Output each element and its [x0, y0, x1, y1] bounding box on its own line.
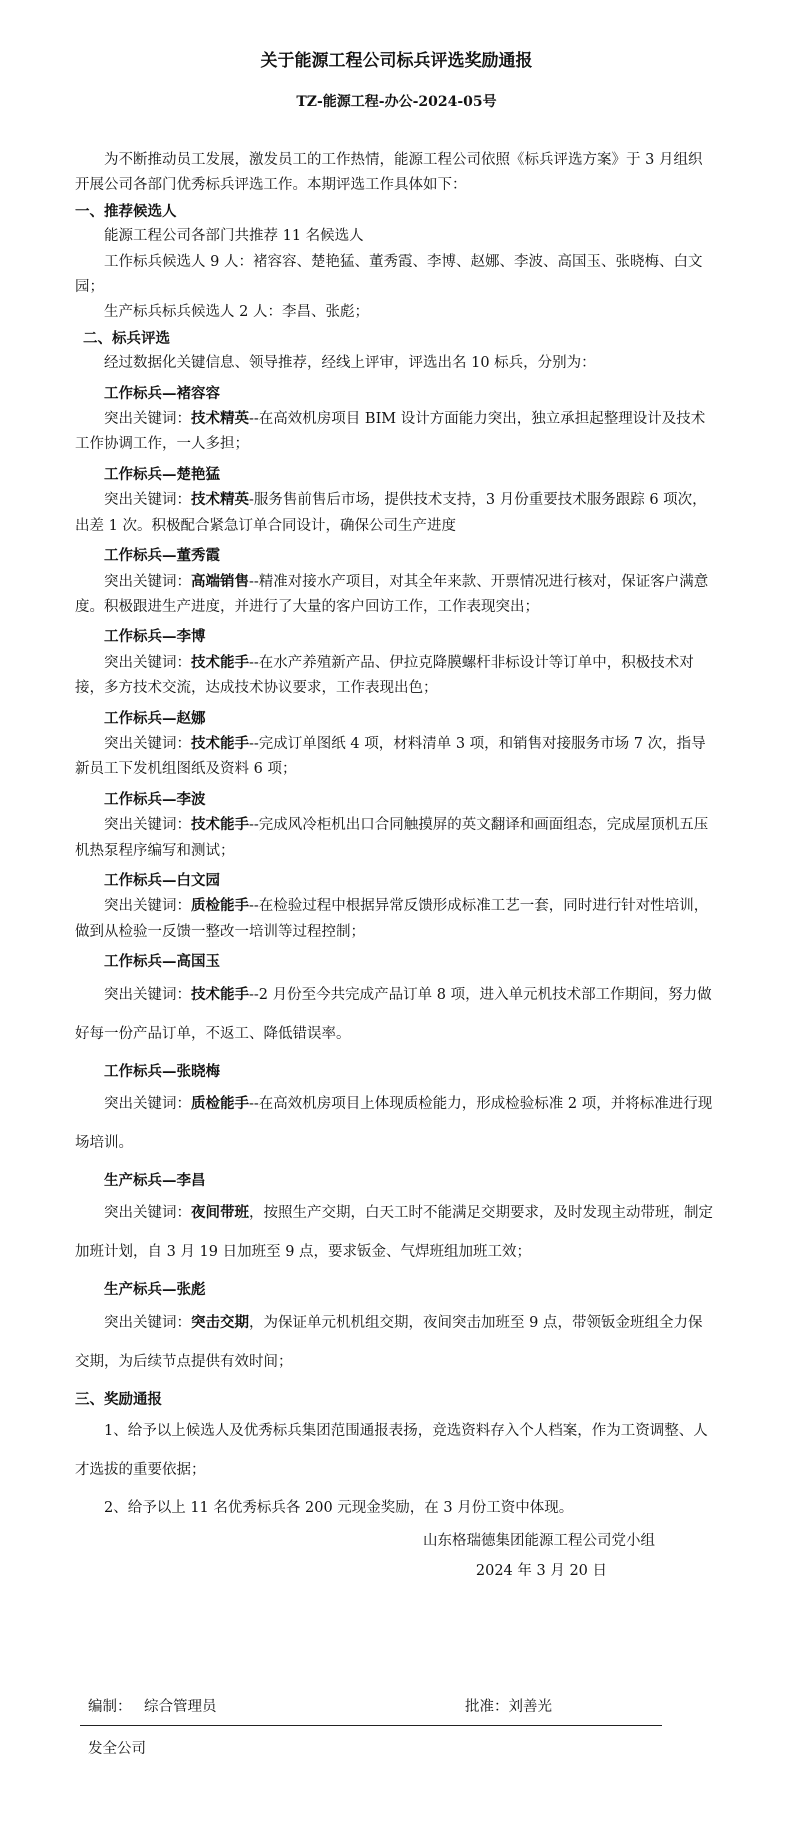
- approver-label: 批准：: [465, 1699, 509, 1715]
- award-text: --精准对接水产项目，对其全年来款、开票情况进行核对，保证客户满意度。积极跟进生产进度，并进行了大量的客户回访工作，工作表现突出；: [75, 573, 709, 615]
- keyword-prefix: 突出关键词：: [104, 654, 191, 671]
- section3-line: 1、给予以上候选人及优秀标兵集团范围通报表扬，竞选资料存入个人档案，作为工资调整、人才选拔的重要依据；: [75, 1423, 708, 1479]
- keyword-prefix: 突出关键词：: [104, 1096, 191, 1112]
- award-text: --在检验过程中根据异常反馈形成标准工艺一套，同时进行针对性培训，做到从检验一反馈一整改一培训等过程控制；: [75, 898, 709, 940]
- award-description: [75, 1303, 713, 1382]
- section2-intro: 经过数据化关键信息、领导推荐，经线上评审，评选出名 10 标兵，分别为：: [104, 355, 596, 372]
- award-description: [75, 1193, 713, 1272]
- section1-line: 生产标兵标兵候选人 2 人：李昌、张彪；: [104, 304, 369, 321]
- award-text: --在高效机房项目上体现质检能力，形成检验标准 2 项，并将标准进行现场培训。: [75, 1096, 713, 1151]
- keyword-prefix: 突出关键词：: [104, 735, 191, 752]
- award-name: 生产标兵—李昌: [104, 1172, 206, 1189]
- keyword-prefix: 突出关键词：: [104, 492, 191, 509]
- award-name: 工作标兵—赵娜: [104, 709, 206, 727]
- keyword-prefix: 突出关键词：: [104, 411, 191, 428]
- issued-to: 发全公司: [88, 1741, 146, 1757]
- editor-field: [88, 1695, 217, 1716]
- award-name: 工作标兵—高国玉: [104, 953, 220, 971]
- approver-field: [465, 1695, 552, 1716]
- award-text: --2 月份至今共完成产品订单 8 项，进入单元机技术部工作期间，努力做好每一份产品订单，不返工、降低错误率。: [75, 986, 712, 1042]
- document-body: [75, 148, 713, 1586]
- award-keyword: 技术能手: [191, 734, 249, 752]
- section3-line: 2、给予以上 11 名优秀标兵各 200 元现金奖励，在 3 月份工资中体现。: [104, 1500, 574, 1517]
- document-footer: [80, 1695, 660, 1757]
- award-name: 工作标兵—褚容容: [104, 384, 220, 402]
- signature: 山东格瑞德集团能源工程公司党小组: [423, 1533, 655, 1550]
- award-name: 生产标兵—张彪: [104, 1281, 206, 1299]
- editor-value: 综合管理员: [144, 1699, 217, 1715]
- intro-paragraph: 为不断推动员工发展，激发员工的工作热情，能源工程公司依照《标兵评选方案》于 3 月组织开展公司各部门优秀标兵评选工作。本期评选工作具体如下：: [75, 152, 703, 194]
- award-keyword: 突击交期: [191, 1313, 249, 1331]
- award-text: --在高效机房项目 BIM 设计方面能力突出，独立承担起整理设计及技术工作协调工作，一人多担；: [75, 411, 706, 453]
- section1-line: 能源工程公司各部门共推荐 11 名候选人: [104, 228, 364, 245]
- keyword-prefix: 突出关键词：: [104, 1205, 191, 1222]
- award-description: [75, 1084, 713, 1163]
- keyword-prefix: 突出关键词：: [104, 1314, 191, 1331]
- section1-line: 工作标兵候选人 9 人：褚容容、楚艳猛、董秀霞、李博、赵娜、李波、高国玉、张晓梅、白文园；: [75, 253, 703, 296]
- award-text: --完成订单图纸 4 项，材料清单 3 项，和销售对接服务市场 7 次，指导新员工下发机组图纸及资料 6 项；: [75, 735, 706, 778]
- document-number: TZ-能源工程-办公-2024-05号: [296, 94, 497, 110]
- award-keyword: 技术精英: [191, 491, 249, 509]
- award-keyword: 技术精英: [191, 410, 249, 428]
- award-description: [75, 731, 713, 783]
- section2-heading: 二、标兵评选: [83, 329, 170, 347]
- approver-value: 刘善光: [508, 1699, 552, 1715]
- award-keyword: 技术能手: [191, 985, 249, 1003]
- award-description: [75, 893, 713, 945]
- section1-heading: 一、推荐候选人: [75, 202, 177, 220]
- section3-heading: 三、奖励通报: [75, 1390, 162, 1408]
- award-text: ，为保证单元机机组交期，夜间突击加班至 9 点，带领钣金班组全力保交期，为后续节点提供有效时间；: [75, 1314, 703, 1370]
- award-keyword: 技术能手: [191, 816, 249, 834]
- award-name: 工作标兵—李波: [104, 790, 206, 808]
- footer-row: [80, 1695, 660, 1721]
- award-keyword: 夜间带班: [191, 1204, 249, 1222]
- award-description: [75, 569, 713, 621]
- award-name: 工作标兵—白文园: [104, 871, 220, 889]
- award-description: [75, 975, 713, 1054]
- footer-divider: [80, 1725, 662, 1726]
- award-keyword: 高端销售: [191, 572, 249, 590]
- keyword-prefix: 突出关键词：: [104, 817, 191, 834]
- editor-label: 编制：: [88, 1699, 132, 1715]
- award-name: 工作标兵—楚艳猛: [104, 465, 220, 483]
- award-description: [75, 406, 713, 458]
- issue-date: 2024 年 3 月 20 日: [475, 1563, 607, 1580]
- document-title: 关于能源工程公司标兵评选奖励通报: [260, 51, 533, 71]
- award-keyword: 质检能手: [191, 897, 249, 915]
- award-text: --完成风冷柜机出口合同触摸屏的英文翻译和画面组态，完成屋顶机五压机热泵程序编写和测试；: [75, 817, 709, 859]
- award-text: --在水产养殖新产品、伊拉克降膜螺杆非标设计等订单中，积极技术对接，多方技术交流，达成技术协议要求，工作表现出色；: [75, 654, 694, 697]
- award-name: 工作标兵—李博: [104, 628, 206, 646]
- award-name: 工作标兵—张晓梅: [104, 1062, 220, 1080]
- award-text: ，按照生产交期，白天工时不能满足交期要求，及时发现主动带班，制定加班计划，自 3 月 19 日加班至 9 点，要求钣金、气焊班组加班工效；: [75, 1205, 713, 1261]
- award-keyword: 技术能手: [191, 653, 249, 671]
- keyword-prefix: 突出关键词：: [104, 898, 191, 915]
- award-name: 工作标兵—董秀霞: [104, 547, 220, 565]
- award-description: [75, 650, 713, 702]
- award-keyword: 质检能手: [191, 1095, 249, 1112]
- award-description: [75, 812, 713, 864]
- award-description: [75, 487, 713, 539]
- keyword-prefix: 突出关键词：: [104, 573, 191, 590]
- keyword-prefix: 突出关键词：: [104, 986, 191, 1003]
- award-text: -服务售前售后市场，提供技术支持，3 月份重要技术服务跟踪 6 项次，出差 1 次。积极配合紧急订单合同设计，确保公司生产进度: [75, 492, 707, 534]
